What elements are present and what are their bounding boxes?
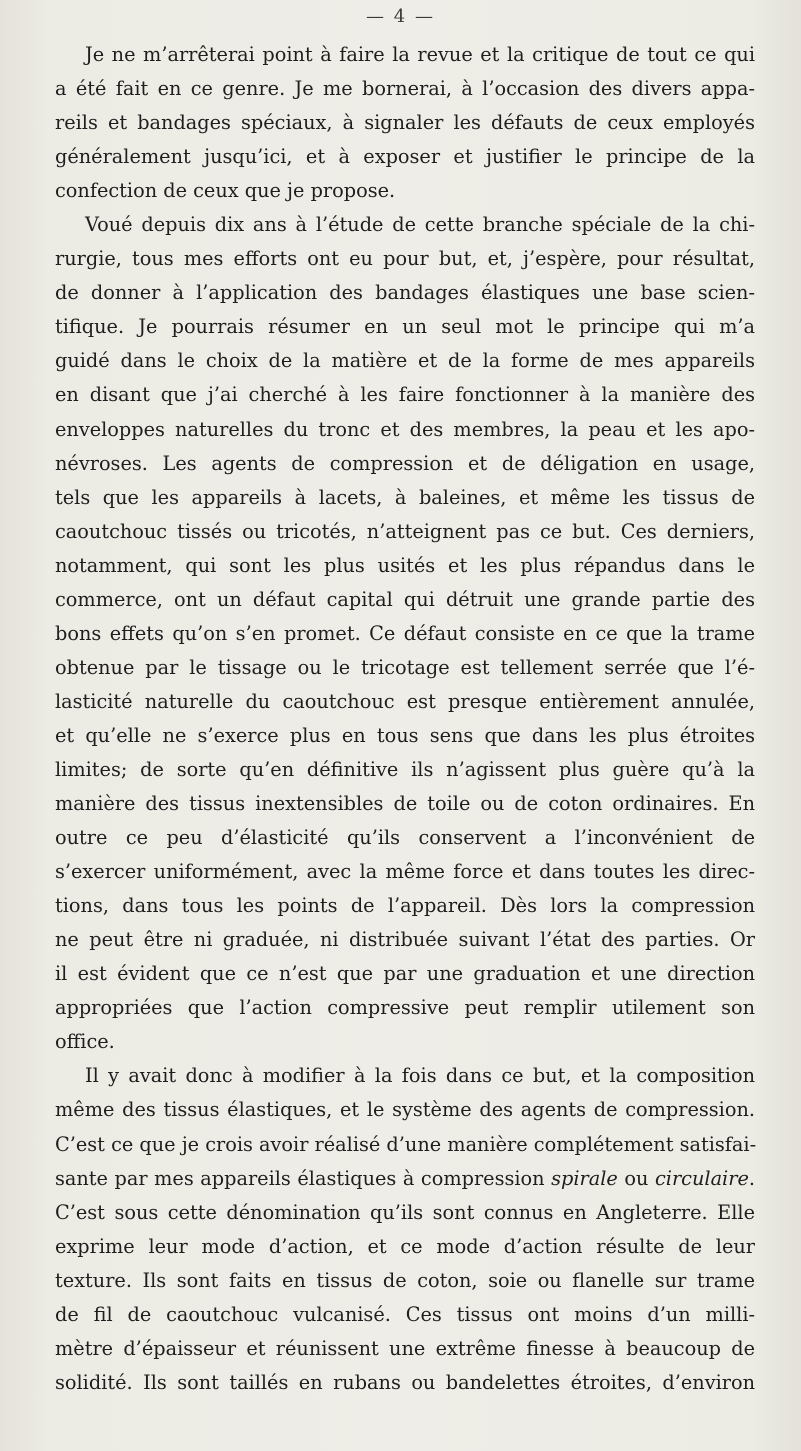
text-line: généralement jusqu’ici, et à exposer et justifier le principe de la [55,145,755,169]
text-line: Je ne m’arrêterai point à faire la revue et la critique de tout ce qui [85,43,755,66]
text-line: C’est ce que je crois avoir réalisé d’une manière complétement satisfai- [55,1132,757,1156]
text-line: s’exercer uniformément, avec la même force et dans toutes les direc- [55,860,755,884]
text-line: tels que les appareils à lacets, à baleines, et même les tissus de [55,485,755,509]
text-line: a été fait en ce genre. Je me bornerai, à l’occasion des divers appa- [55,77,755,101]
text-line: tifique. Je pourrais résumer en un seul mot le principe qui m’a [55,315,755,339]
text-line: texture. Ils sont faits en tissus de coton, soie ou flanelle sur trame [55,1268,755,1292]
text-line: obtenue par le tissage ou le tricotage est tellement serrée que l’é- [55,655,755,679]
text-line: lasticité naturelle du caoutchouc est presque entièrement annulée, [55,689,755,713]
text-line: en disant que j’ai cherché à les faire fonctionner à la manière des [55,383,755,407]
text-line: solidité. Ils sont taillés en rubans ou bandelettes étroites, d’environ [55,1370,755,1394]
italic-term-circulaire: circulaire [655,1166,749,1190]
text-line: office. [55,1030,115,1054]
italic-term-spirale: spirale [551,1166,618,1190]
text-line: outre ce peu d’élasticité qu’ils conservent a l’inconvénient de [55,826,755,850]
text-line: notamment, qui sont les plus usités et les plus répandus dans le [55,553,755,577]
italic-line-before: sante par mes appareils élastiques à compression [55,1166,552,1190]
text-line: Voué depuis dix ans à l’étude de cette branche spéciale de la chi- [85,213,755,237]
text-line: ne peut être ni graduée, ni distribuée suivant l’état des parties. Or [55,928,755,952]
italic-line-mid: ou [617,1166,655,1190]
text-line: enveloppes naturelles du tronc et des membres, la peau et les apo- [55,417,755,441]
body-text [55,38,755,1400]
text-line: tions, dans tous les points de l’appareil. Dès lors la compression [55,894,755,918]
text-line: appropriées que l’action compressive peut remplir utilement son [55,996,755,1020]
text-line: névroses. Les agents de compression et de déligation en usage, [55,451,755,475]
text-line: de donner à l’application des bandages élastiques une base scien- [55,281,755,305]
text-line: bons effets qu’on s’en promet. Ce défaut consiste en ce que la trame [55,621,755,645]
text-line: commerce, ont un défaut capital qui détruit une grande partie des [55,587,755,611]
text-line: rurgie, tous mes efforts ont eu pour but, et, j’espère, pour résultat, [55,247,755,271]
text-line: caoutchouc tissés ou tricotés, n’atteignent pas ce but. Ces derniers, [55,519,755,543]
page-number: — 4 — [366,6,435,27]
text-line: guidé dans le choix de la matière et de la forme de mes appareils [55,349,755,373]
text-line: et qu’elle ne s’exerce plus en tous sens que dans les plus étroites [55,723,755,747]
text-line: exprime leur mode d’action, et ce mode d’action résulte de leur [55,1234,755,1258]
italic-line-after: . [748,1166,755,1190]
text-line: même des tissus élastiques, et le système des agents de compression. [55,1098,755,1122]
text-line: de fil de caoutchouc vulcanisé. Ces tissus ont moins d’un milli- [55,1302,755,1326]
text-line: mètre d’épaisseur et réunissent une extrême finesse à beaucoup de [55,1336,755,1360]
text-line: manière des tissus inextensibles de toile ou de coton ordinaires. En [55,792,755,816]
text-line: C’est sous cette dénomination qu’ils sont connus en Angleterre. Elle [55,1200,755,1224]
text-line: confection de ceux que je propose. [55,179,396,203]
text-line: reils et bandages spéciaux, à signaler les défauts de ceux employés [55,111,755,135]
text-line: il est évident que ce n’est que par une graduation et une direction [55,962,755,986]
italic-line [55,1162,755,1196]
text-line: limites; de sorte qu’en définitive ils n’agissent plus guère qu’à la [55,757,755,781]
text-line: Il y avait donc à modifier à la fois dans ce but, et la composition [85,1064,755,1088]
